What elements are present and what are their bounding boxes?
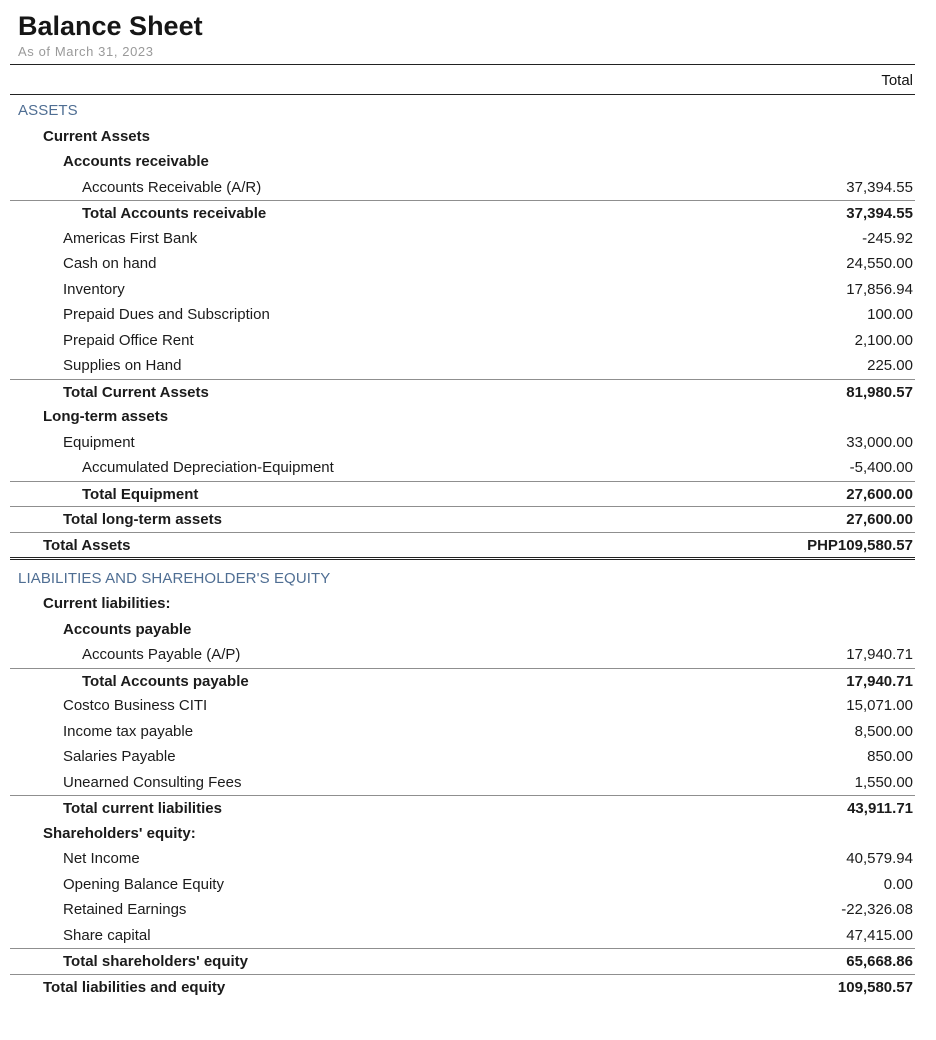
row-label: Income tax payable <box>63 722 194 740</box>
row-label: Cash on hand <box>63 255 157 272</box>
row-label: Equipment <box>63 433 135 451</box>
row-label: LIABILITIES AND SHAREHOLDER'S EQUITY <box>18 569 331 587</box>
row-amount: -22,326.08 <box>841 901 913 918</box>
total-row <box>10 795 915 821</box>
row-amount: 0.00 <box>883 875 913 893</box>
row-label: Total Equipment <box>82 485 199 503</box>
account-row <box>10 923 915 949</box>
row-amount: 40,579.94 <box>846 850 913 867</box>
row-label: Accounts receivable <box>63 153 209 170</box>
row-amount: 27,600.00 <box>846 511 913 528</box>
total-row <box>10 532 915 560</box>
row-label: Accumulated Depreciation-Equipment <box>82 459 334 476</box>
account-row <box>10 693 915 719</box>
row-label: Total Accounts receivable <box>82 205 267 222</box>
total-row <box>10 974 915 1000</box>
account-row <box>10 455 915 481</box>
row-label: Net Income <box>63 850 140 867</box>
section-header-row <box>10 98 915 124</box>
row-amount: 37,394.55 <box>846 178 913 196</box>
row-amount: 81,980.57 <box>846 383 913 401</box>
section-header-row <box>10 566 915 592</box>
row-label: Costco Business CITI <box>63 697 208 714</box>
row-label: Opening Balance Equity <box>63 875 224 893</box>
total-row <box>10 200 915 226</box>
row-amount: 2,100.00 <box>854 331 913 349</box>
row-amount: 47,415.00 <box>846 926 913 944</box>
row-label: Unearned Consulting Fees <box>63 773 242 791</box>
row-amount: PHP109,580.57 <box>807 536 913 554</box>
account-row <box>10 353 915 379</box>
group-heading-row <box>10 404 915 430</box>
row-amount: -5,400.00 <box>849 459 913 476</box>
row-label: Total Accounts payable <box>82 672 249 690</box>
row-amount: 100.00 <box>867 306 913 323</box>
report-date: As of March 31, 2023 <box>18 44 154 59</box>
row-amount: 1,550.00 <box>854 773 913 791</box>
row-amount: 27,600.00 <box>846 485 913 503</box>
total-row <box>10 668 915 694</box>
account-row <box>10 744 915 770</box>
row-amount: 15,071.00 <box>846 697 913 714</box>
row-amount: 225.00 <box>867 357 913 374</box>
account-row <box>10 226 915 252</box>
row-amount: 24,550.00 <box>846 255 913 272</box>
balance-sheet-report <box>10 0 915 999</box>
row-label: Total shareholders' equity <box>63 953 248 970</box>
account-row <box>10 719 915 745</box>
row-label: Total Current Assets <box>63 383 209 401</box>
account-row <box>10 642 915 668</box>
row-label: Current liabilities: <box>43 595 171 612</box>
total-row <box>10 379 915 405</box>
row-amount: 17,940.71 <box>846 646 913 663</box>
group-heading-row <box>10 617 915 643</box>
row-label: Shareholders' equity: <box>43 824 196 842</box>
row-amount: 33,000.00 <box>846 433 913 451</box>
row-amount: 109,580.57 <box>837 978 913 996</box>
account-row <box>10 872 915 898</box>
column-header-row <box>10 64 915 95</box>
account-row <box>10 897 915 923</box>
row-amount: 17,856.94 <box>846 280 913 298</box>
group-heading-row <box>10 149 915 175</box>
row-label: Supplies on Hand <box>63 357 182 374</box>
row-amount: 850.00 <box>867 748 913 765</box>
account-row <box>10 328 915 354</box>
group-heading-row <box>10 124 915 150</box>
row-label: Accounts Receivable (A/R) <box>82 178 262 196</box>
row-amount: -245.92 <box>862 229 913 247</box>
row-amount: 43,911.71 <box>847 800 913 817</box>
row-label: ASSETS <box>18 102 78 119</box>
row-label: Share capital <box>63 926 151 944</box>
row-label: Current Assets <box>43 127 150 145</box>
row-label: Americas First Bank <box>63 229 198 247</box>
row-amount: 17,940.71 <box>846 672 913 690</box>
row-amount: 8,500.00 <box>854 722 913 740</box>
account-row <box>10 302 915 328</box>
group-heading-row <box>10 821 915 847</box>
row-label: Inventory <box>63 280 125 298</box>
row-amount: 37,394.55 <box>846 205 913 222</box>
total-row <box>10 948 915 974</box>
report-rows <box>10 98 915 999</box>
row-amount: 65,668.86 <box>846 953 913 970</box>
row-label: Prepaid Office Rent <box>63 331 194 349</box>
total-row <box>10 506 915 532</box>
row-label: Accounts Payable (A/P) <box>82 646 241 663</box>
row-label: Long-term assets <box>43 408 169 425</box>
account-row <box>10 251 915 277</box>
row-label: Salaries Payable <box>63 748 176 765</box>
row-label: Prepaid Dues and Subscription <box>63 306 270 323</box>
account-row <box>10 277 915 303</box>
account-row <box>10 430 915 456</box>
row-label: Accounts payable <box>63 620 192 638</box>
account-row <box>10 175 915 201</box>
row-label: Total long-term assets <box>63 511 222 528</box>
report-title: Balance Sheet <box>18 11 203 41</box>
group-heading-row <box>10 591 915 617</box>
row-label: Retained Earnings <box>63 901 187 918</box>
row-label: Total Assets <box>43 536 131 554</box>
account-row <box>10 770 915 796</box>
account-row <box>10 846 915 872</box>
total-row <box>10 481 915 507</box>
row-label: Total current liabilities <box>63 800 222 817</box>
row-label: Total liabilities and equity <box>43 978 226 996</box>
column-header-total: Total <box>881 72 913 89</box>
